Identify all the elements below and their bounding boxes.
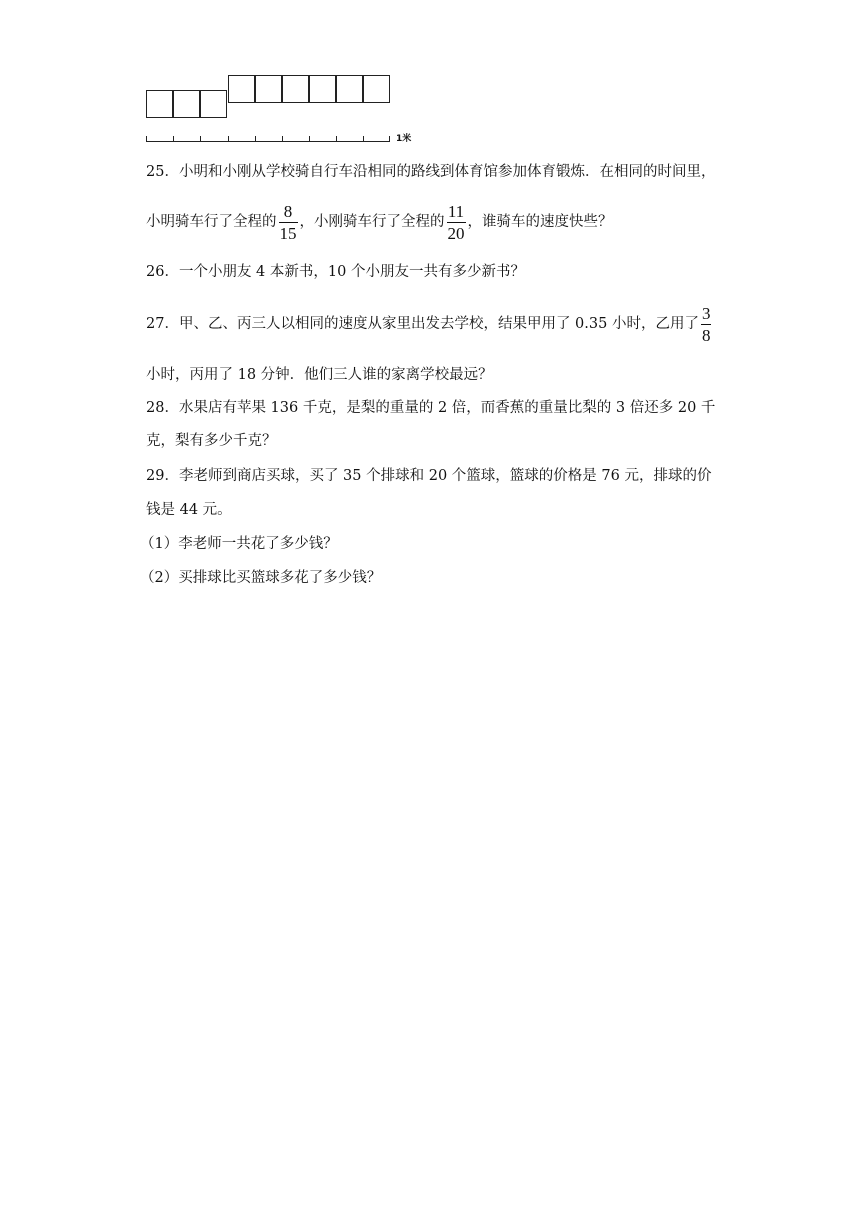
- q29-sub1: （1）李老师一共花了多少钱？: [140, 536, 338, 552]
- q25-text-a: 小明骑车行了全程的: [146, 214, 277, 230]
- ruler-tick: [228, 136, 229, 141]
- q27-text: 27．甲、乙、丙三人以相同的速度从家里出发去学校，结果甲用了 0.35 小时，乙用了: [146, 316, 699, 332]
- ruler-tick: [173, 136, 174, 141]
- fraction-8-15: [279, 202, 298, 243]
- ruler-line: [146, 141, 390, 142]
- strip-box: [173, 90, 200, 118]
- fraction-numerator: 11: [447, 201, 465, 221]
- ruler-tick: [200, 136, 201, 141]
- ruler-tick: [146, 136, 147, 141]
- strip-box: [336, 75, 363, 103]
- q26-line1: 26．一个小朋友 4 本新书，10 个小朋友一共有多少新书？: [146, 264, 525, 280]
- ruler-tick: [363, 136, 364, 141]
- q25-line1: 25．小明和小刚从学校骑自行车沿相同的路线到体育馆参加体育锻炼．在相同的时间里，: [146, 164, 716, 180]
- q29-line2: 钱是 44 元。: [146, 502, 232, 518]
- q25-text-b: ，小刚骑车行了全程的: [299, 214, 445, 230]
- ruler-label: 1米: [396, 134, 412, 144]
- fraction-denominator: 8: [701, 325, 711, 345]
- q28-line2: 克，梨有多少千克？: [146, 433, 277, 449]
- strip-box: [363, 75, 390, 103]
- q25-line2: [146, 201, 613, 243]
- box-strip-figure: [146, 74, 392, 120]
- q29-line1: 29．李老师到商店买球，买了 35 个排球和 20 个篮球，篮球的价格是 76 元，排球的价: [146, 468, 712, 484]
- strip-box: [255, 75, 282, 103]
- fraction-numerator: 3: [701, 303, 711, 323]
- q29-sub2: （2）买排球比买篮球多花了多少钱？: [140, 570, 382, 586]
- strip-box: [228, 75, 255, 103]
- ruler-tick: [309, 136, 310, 141]
- ruler-tick: [336, 136, 337, 141]
- ruler-figure: [146, 130, 426, 146]
- fraction-11-20: [447, 202, 466, 243]
- fraction-denominator: 20: [447, 223, 465, 243]
- fraction-denominator: 15: [279, 223, 297, 243]
- q27-line1: [146, 303, 713, 345]
- strip-box: [282, 75, 309, 103]
- strip-box: [309, 75, 336, 103]
- strip-box: [146, 90, 173, 118]
- ruler-tick: [282, 136, 283, 141]
- strip-box: [200, 90, 227, 118]
- fraction-3-8: [701, 304, 712, 345]
- q28-line1: 28．水果店有苹果 136 千克，是梨的重量的 2 倍，而香蕉的重量比梨的 3 倍还多 20 千: [146, 400, 716, 416]
- ruler-tick: [389, 136, 390, 141]
- q25-text-c: ，谁骑车的速度快些？: [467, 214, 613, 230]
- ruler-tick: [255, 136, 256, 141]
- fraction-numerator: 8: [283, 201, 293, 221]
- q27-line2: 小时，丙用了 18 分钟．他们三人谁的家离学校最远？: [146, 367, 493, 383]
